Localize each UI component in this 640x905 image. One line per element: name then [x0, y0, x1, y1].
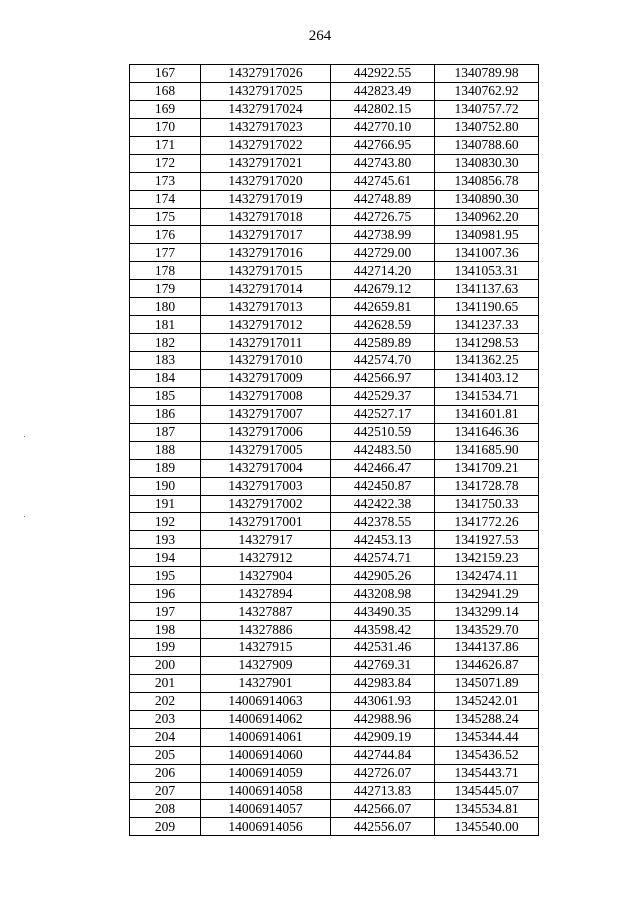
code-cell: 14327904 — [201, 567, 331, 585]
y-coordinate-cell: 1344137.86 — [435, 639, 539, 657]
x-coordinate-cell: 442556.07 — [331, 818, 435, 836]
code-cell: 14006914063 — [201, 692, 331, 710]
code-cell: 14327887 — [201, 603, 331, 621]
x-coordinate-cell: 442770.10 — [331, 118, 435, 136]
x-coordinate-cell: 442744.84 — [331, 746, 435, 764]
row-index-cell: 179 — [130, 280, 201, 298]
table-row — [130, 280, 539, 298]
row-index-cell: 196 — [130, 585, 201, 603]
code-cell: 14327894 — [201, 585, 331, 603]
code-cell: 14327917025 — [201, 82, 331, 100]
row-index-cell: 173 — [130, 172, 201, 190]
row-index-cell: 189 — [130, 459, 201, 477]
row-index-cell: 204 — [130, 728, 201, 746]
code-cell: 14006914058 — [201, 782, 331, 800]
x-coordinate-cell: 443490.35 — [331, 603, 435, 621]
row-index-cell: 205 — [130, 746, 201, 764]
x-coordinate-cell: 442628.59 — [331, 316, 435, 334]
y-coordinate-cell: 1341137.63 — [435, 280, 539, 298]
code-cell: 14006914059 — [201, 764, 331, 782]
y-coordinate-cell: 1340757.72 — [435, 100, 539, 118]
code-cell: 14327917008 — [201, 387, 331, 405]
code-cell: 14327917013 — [201, 298, 331, 316]
table-body — [130, 65, 539, 836]
code-cell: 14327917021 — [201, 154, 331, 172]
row-index-cell: 169 — [130, 100, 201, 118]
margin-speck — [24, 436, 25, 437]
code-cell: 14006914056 — [201, 818, 331, 836]
code-cell: 14006914061 — [201, 728, 331, 746]
row-index-cell: 209 — [130, 818, 201, 836]
x-coordinate-cell: 442729.00 — [331, 244, 435, 262]
table-row — [130, 710, 539, 728]
x-coordinate-cell: 442659.81 — [331, 298, 435, 316]
x-coordinate-cell: 442574.70 — [331, 352, 435, 370]
y-coordinate-cell: 1340890.30 — [435, 190, 539, 208]
table-row — [130, 244, 539, 262]
y-coordinate-cell: 1340788.60 — [435, 136, 539, 154]
y-coordinate-cell: 1342159.23 — [435, 549, 539, 567]
x-coordinate-cell: 442566.07 — [331, 800, 435, 818]
table-row — [130, 603, 539, 621]
code-cell: 14327886 — [201, 621, 331, 639]
row-index-cell: 168 — [130, 82, 201, 100]
code-cell: 14327917009 — [201, 369, 331, 387]
x-coordinate-cell: 442450.87 — [331, 477, 435, 495]
table-row — [130, 154, 539, 172]
table-row — [130, 100, 539, 118]
code-cell: 14006914062 — [201, 710, 331, 728]
row-index-cell: 188 — [130, 441, 201, 459]
y-coordinate-cell: 1341601.81 — [435, 405, 539, 423]
y-coordinate-cell: 1340789.98 — [435, 65, 539, 83]
code-cell: 14327917014 — [201, 280, 331, 298]
row-index-cell: 208 — [130, 800, 201, 818]
table-row — [130, 334, 539, 352]
x-coordinate-cell: 442510.59 — [331, 423, 435, 441]
x-coordinate-cell: 442574.71 — [331, 549, 435, 567]
code-cell: 14327917003 — [201, 477, 331, 495]
code-cell: 14327917001 — [201, 513, 331, 531]
row-index-cell: 180 — [130, 298, 201, 316]
row-index-cell: 170 — [130, 118, 201, 136]
row-index-cell: 171 — [130, 136, 201, 154]
y-coordinate-cell: 1341750.33 — [435, 495, 539, 513]
code-cell: 14327917004 — [201, 459, 331, 477]
coordinates-table — [129, 64, 539, 836]
y-coordinate-cell: 1341728.78 — [435, 477, 539, 495]
table-row — [130, 298, 539, 316]
row-index-cell: 184 — [130, 369, 201, 387]
row-index-cell: 206 — [130, 764, 201, 782]
table-row — [130, 782, 539, 800]
table-row — [130, 352, 539, 370]
y-coordinate-cell: 1340981.95 — [435, 226, 539, 244]
y-coordinate-cell: 1341646.36 — [435, 423, 539, 441]
code-cell: 14327917018 — [201, 208, 331, 226]
x-coordinate-cell: 443061.93 — [331, 692, 435, 710]
code-cell: 14006914057 — [201, 800, 331, 818]
x-coordinate-cell: 442738.99 — [331, 226, 435, 244]
x-coordinate-cell: 442531.46 — [331, 639, 435, 657]
y-coordinate-cell: 1341237.33 — [435, 316, 539, 334]
table-row — [130, 172, 539, 190]
x-coordinate-cell: 442823.49 — [331, 82, 435, 100]
table-row — [130, 585, 539, 603]
x-coordinate-cell: 442922.55 — [331, 65, 435, 83]
y-coordinate-cell: 1341190.65 — [435, 298, 539, 316]
table-row — [130, 513, 539, 531]
row-index-cell: 203 — [130, 710, 201, 728]
y-coordinate-cell: 1341298.53 — [435, 334, 539, 352]
row-index-cell: 172 — [130, 154, 201, 172]
table-row — [130, 567, 539, 585]
table-row — [130, 262, 539, 280]
code-cell: 14327917011 — [201, 334, 331, 352]
table-row — [130, 423, 539, 441]
code-cell: 14327917022 — [201, 136, 331, 154]
y-coordinate-cell: 1345288.24 — [435, 710, 539, 728]
table-row — [130, 316, 539, 334]
table-row — [130, 674, 539, 692]
table-row — [130, 226, 539, 244]
x-coordinate-cell: 442769.31 — [331, 656, 435, 674]
code-cell: 14327915 — [201, 639, 331, 657]
y-coordinate-cell: 1344626.87 — [435, 656, 539, 674]
table-row — [130, 190, 539, 208]
table-row — [130, 746, 539, 764]
code-cell: 14327917023 — [201, 118, 331, 136]
code-cell: 14327917012 — [201, 316, 331, 334]
table-row — [130, 369, 539, 387]
x-coordinate-cell: 442743.80 — [331, 154, 435, 172]
code-cell: 14327917026 — [201, 65, 331, 83]
code-cell: 14327917002 — [201, 495, 331, 513]
row-index-cell: 198 — [130, 621, 201, 639]
x-coordinate-cell: 442453.13 — [331, 531, 435, 549]
y-coordinate-cell: 1341403.12 — [435, 369, 539, 387]
y-coordinate-cell: 1345445.07 — [435, 782, 539, 800]
code-cell: 14327917017 — [201, 226, 331, 244]
code-cell: 14327917 — [201, 531, 331, 549]
y-coordinate-cell: 1342941.29 — [435, 585, 539, 603]
row-index-cell: 185 — [130, 387, 201, 405]
y-coordinate-cell: 1340856.78 — [435, 172, 539, 190]
table-row — [130, 441, 539, 459]
x-coordinate-cell: 442802.15 — [331, 100, 435, 118]
page-number: 264 — [308, 28, 332, 44]
y-coordinate-cell: 1343299.14 — [435, 603, 539, 621]
x-coordinate-cell: 442988.96 — [331, 710, 435, 728]
table-row — [130, 656, 539, 674]
table-row — [130, 800, 539, 818]
table-row — [130, 728, 539, 746]
y-coordinate-cell: 1341362.25 — [435, 352, 539, 370]
row-index-cell: 186 — [130, 405, 201, 423]
y-coordinate-cell: 1345242.01 — [435, 692, 539, 710]
code-cell: 14327917005 — [201, 441, 331, 459]
code-cell: 14006914060 — [201, 746, 331, 764]
row-index-cell: 174 — [130, 190, 201, 208]
x-coordinate-cell: 443208.98 — [331, 585, 435, 603]
x-coordinate-cell: 443598.42 — [331, 621, 435, 639]
y-coordinate-cell: 1341709.21 — [435, 459, 539, 477]
row-index-cell: 194 — [130, 549, 201, 567]
table-row — [130, 477, 539, 495]
row-index-cell: 167 — [130, 65, 201, 83]
y-coordinate-cell: 1340830.30 — [435, 154, 539, 172]
row-index-cell: 202 — [130, 692, 201, 710]
y-coordinate-cell: 1345344.44 — [435, 728, 539, 746]
row-index-cell: 197 — [130, 603, 201, 621]
x-coordinate-cell: 442378.55 — [331, 513, 435, 531]
code-cell: 14327917006 — [201, 423, 331, 441]
y-coordinate-cell: 1341007.36 — [435, 244, 539, 262]
table-row — [130, 764, 539, 782]
y-coordinate-cell: 1345534.81 — [435, 800, 539, 818]
row-index-cell: 193 — [130, 531, 201, 549]
x-coordinate-cell: 442726.07 — [331, 764, 435, 782]
x-coordinate-cell: 442589.89 — [331, 334, 435, 352]
y-coordinate-cell: 1345443.71 — [435, 764, 539, 782]
row-index-cell: 191 — [130, 495, 201, 513]
row-index-cell: 177 — [130, 244, 201, 262]
code-cell: 14327917024 — [201, 100, 331, 118]
y-coordinate-cell: 1345071.89 — [435, 674, 539, 692]
x-coordinate-cell: 442679.12 — [331, 280, 435, 298]
x-coordinate-cell: 442527.17 — [331, 405, 435, 423]
y-coordinate-cell: 1345436.52 — [435, 746, 539, 764]
code-cell: 14327917019 — [201, 190, 331, 208]
row-index-cell: 187 — [130, 423, 201, 441]
y-coordinate-cell: 1340752.80 — [435, 118, 539, 136]
row-index-cell: 199 — [130, 639, 201, 657]
x-coordinate-cell: 442566.97 — [331, 369, 435, 387]
x-coordinate-cell: 442748.89 — [331, 190, 435, 208]
code-cell: 14327912 — [201, 549, 331, 567]
x-coordinate-cell: 442713.83 — [331, 782, 435, 800]
row-index-cell: 192 — [130, 513, 201, 531]
row-index-cell: 201 — [130, 674, 201, 692]
x-coordinate-cell: 442483.50 — [331, 441, 435, 459]
y-coordinate-cell: 1341534.71 — [435, 387, 539, 405]
row-index-cell: 182 — [130, 334, 201, 352]
table-row — [130, 387, 539, 405]
table-row — [130, 549, 539, 567]
row-index-cell: 178 — [130, 262, 201, 280]
x-coordinate-cell: 442422.38 — [331, 495, 435, 513]
row-index-cell: 175 — [130, 208, 201, 226]
table-row — [130, 459, 539, 477]
code-cell: 14327917007 — [201, 405, 331, 423]
table-row — [130, 405, 539, 423]
table-row — [130, 639, 539, 657]
y-coordinate-cell: 1341685.90 — [435, 441, 539, 459]
code-cell: 14327901 — [201, 674, 331, 692]
table-row — [130, 495, 539, 513]
code-cell: 14327909 — [201, 656, 331, 674]
x-coordinate-cell: 442983.84 — [331, 674, 435, 692]
table-row — [130, 118, 539, 136]
y-coordinate-cell: 1341772.26 — [435, 513, 539, 531]
y-coordinate-cell: 1340762.92 — [435, 82, 539, 100]
x-coordinate-cell: 442766.95 — [331, 136, 435, 154]
y-coordinate-cell: 1345540.00 — [435, 818, 539, 836]
row-index-cell: 181 — [130, 316, 201, 334]
row-index-cell: 195 — [130, 567, 201, 585]
x-coordinate-cell: 442745.61 — [331, 172, 435, 190]
x-coordinate-cell: 442466.47 — [331, 459, 435, 477]
x-coordinate-cell: 442909.19 — [331, 728, 435, 746]
row-index-cell: 183 — [130, 352, 201, 370]
table-row — [130, 531, 539, 549]
y-coordinate-cell: 1343529.70 — [435, 621, 539, 639]
table-row — [130, 621, 539, 639]
margin-speck — [24, 516, 25, 517]
table-row — [130, 136, 539, 154]
row-index-cell: 176 — [130, 226, 201, 244]
code-cell: 14327917015 — [201, 262, 331, 280]
x-coordinate-cell: 442714.20 — [331, 262, 435, 280]
row-index-cell: 207 — [130, 782, 201, 800]
row-index-cell: 190 — [130, 477, 201, 495]
table-row — [130, 82, 539, 100]
y-coordinate-cell: 1341927.53 — [435, 531, 539, 549]
x-coordinate-cell: 442905.26 — [331, 567, 435, 585]
code-cell: 14327917020 — [201, 172, 331, 190]
y-coordinate-cell: 1340962.20 — [435, 208, 539, 226]
y-coordinate-cell: 1342474.11 — [435, 567, 539, 585]
row-index-cell: 200 — [130, 656, 201, 674]
table-row — [130, 692, 539, 710]
y-coordinate-cell: 1341053.31 — [435, 262, 539, 280]
x-coordinate-cell: 442529.37 — [331, 387, 435, 405]
table-row — [130, 818, 539, 836]
code-cell: 14327917016 — [201, 244, 331, 262]
code-cell: 14327917010 — [201, 352, 331, 370]
table-row — [130, 208, 539, 226]
table-row — [130, 65, 539, 83]
x-coordinate-cell: 442726.75 — [331, 208, 435, 226]
